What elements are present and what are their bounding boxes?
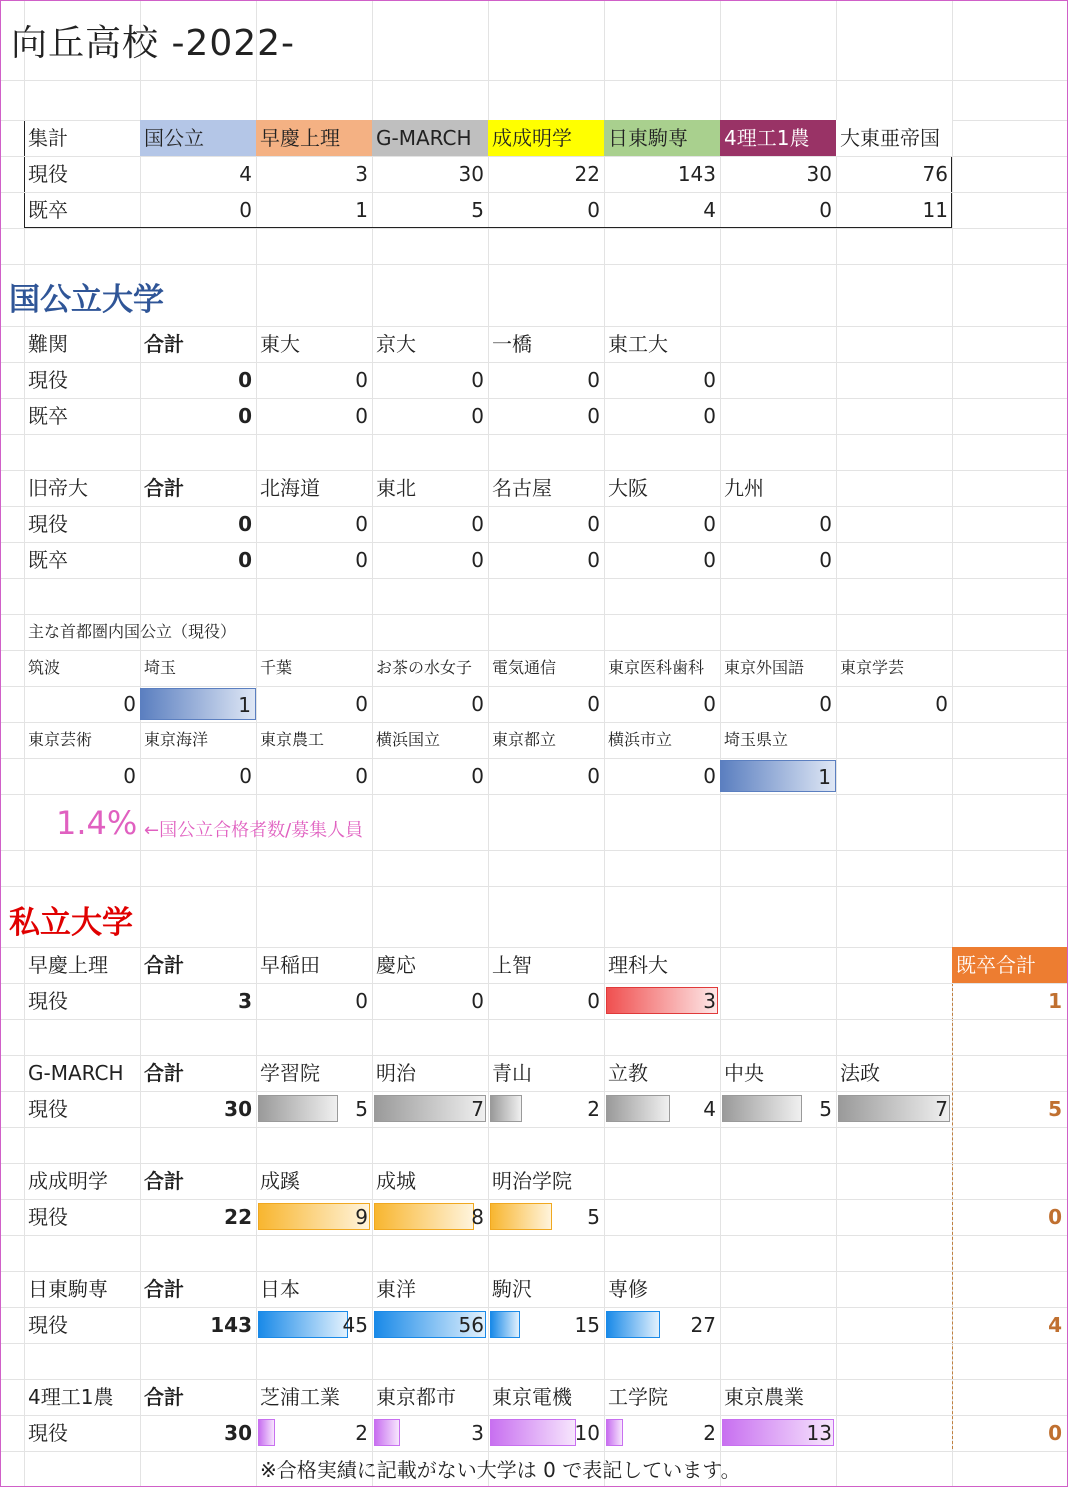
grid-line <box>1 1451 1067 1452</box>
school-name: 工学院 <box>608 1385 668 1409</box>
school-value: 0 <box>703 512 716 536</box>
school-value: 0 <box>471 548 484 572</box>
school-value: 9 <box>355 1205 368 1229</box>
school-value: 15 <box>574 1313 600 1337</box>
section-heading-shiritsu: 私立大学 <box>9 905 133 941</box>
summary-value: 22 <box>574 162 600 186</box>
summary-value: 11 <box>922 198 948 222</box>
summary-row-label: 現役 <box>28 162 68 186</box>
total-value: 143 <box>210 1313 252 1337</box>
school-name: 日本 <box>260 1277 300 1301</box>
school-name: 東京都市 <box>376 1385 456 1409</box>
grid-line <box>1 578 1067 579</box>
grid-line <box>1 794 1067 795</box>
school-name: 名古屋 <box>492 476 552 500</box>
summary-value: 4 <box>703 198 716 222</box>
school-name: 東北 <box>376 476 416 500</box>
row-label: 既卒 <box>28 404 68 428</box>
ratio-value: 1.4% <box>56 804 138 842</box>
total-value: 0 <box>238 548 252 572</box>
school-value: 0 <box>703 548 716 572</box>
school-name: 慶応 <box>376 953 416 977</box>
total-value: 30 <box>224 1097 252 1121</box>
school-name: 北海道 <box>260 476 320 500</box>
row-label: 現役 <box>28 1097 68 1121</box>
summary-category-header: 早慶上理 <box>256 120 372 156</box>
summary-category-header: 4理工1農 <box>720 120 836 156</box>
total-label: 合計 <box>144 476 184 500</box>
school-value: 0 <box>355 368 368 392</box>
school-name: 横浜市立 <box>608 730 673 749</box>
school-name: 東京農業 <box>724 1385 804 1409</box>
school-value: 3 <box>471 1421 484 1445</box>
grid-line <box>1 1235 1067 1236</box>
school-name: 東洋 <box>376 1277 416 1301</box>
school-value: 1 <box>720 760 836 792</box>
summary-value: 30 <box>458 162 484 186</box>
summary-category-header: 日東駒専 <box>604 120 720 156</box>
grid-line <box>1 886 1067 887</box>
school-value: 13 <box>806 1421 832 1445</box>
school-value: 0 <box>587 692 600 716</box>
row-label: 現役 <box>28 1313 68 1337</box>
row-label: 現役 <box>28 1205 68 1229</box>
school-value: 0 <box>355 692 368 716</box>
page-title: 向丘高校 -2022- <box>11 23 296 64</box>
total-value: 0 <box>238 404 252 428</box>
school-name: 芝浦工業 <box>260 1385 340 1409</box>
kisotsu-value: 0 <box>1048 1205 1062 1229</box>
school-value: 2 <box>587 1097 600 1121</box>
school-name: 東京外国語 <box>724 658 805 677</box>
school-value: 0 <box>587 548 600 572</box>
school-name: 法政 <box>840 1061 880 1085</box>
school-name: 中央 <box>724 1061 764 1085</box>
school-value: 0 <box>355 989 368 1013</box>
shutoken-caption: 主な首都圏内国公立（現役） <box>28 622 237 641</box>
school-name: 東京芸術 <box>28 730 93 749</box>
school-name: 一橋 <box>492 332 532 356</box>
school-value: 0 <box>703 764 716 788</box>
school-name: 電気通信 <box>492 658 557 677</box>
school-name: 九州 <box>724 476 764 500</box>
school-name: 筑波 <box>28 658 61 677</box>
school-value: 0 <box>703 692 716 716</box>
summary-category-header: 国公立 <box>140 120 256 156</box>
school-value: 8 <box>471 1205 484 1229</box>
summary-value: 5 <box>471 198 484 222</box>
summary-value: 143 <box>677 162 716 186</box>
summary-value: 1 <box>355 198 368 222</box>
summary-value: 4 <box>239 162 252 186</box>
school-name: 横浜国立 <box>376 730 441 749</box>
school-value: 2 <box>355 1421 368 1445</box>
total-label: 合計 <box>144 1169 184 1193</box>
school-name: 東京都立 <box>492 730 557 749</box>
school-name: 立教 <box>608 1061 648 1085</box>
school-name: 成城 <box>376 1169 416 1193</box>
school-value: 2 <box>703 1421 716 1445</box>
school-value: 0 <box>587 512 600 536</box>
school-name: 明治学院 <box>492 1169 572 1193</box>
school-name: 理科大 <box>608 953 668 977</box>
grid-line <box>1 434 1067 435</box>
grid-line <box>1 1019 1067 1020</box>
summary-category-header: G-MARCH <box>372 120 488 156</box>
grid-line <box>1 1127 1067 1128</box>
group-label: G-MARCH <box>28 1061 124 1085</box>
school-value: 10 <box>574 1421 600 1445</box>
footnote: ※合格実績に記載がない大学は 0 で表記しています。 <box>260 1458 741 1482</box>
school-value: 5 <box>819 1097 832 1121</box>
kisotsu-value: 4 <box>1048 1313 1062 1337</box>
school-value: 0 <box>123 764 136 788</box>
kisotsu-value: 1 <box>1048 989 1062 1013</box>
total-label: 合計 <box>144 1277 184 1301</box>
summary-value: 0 <box>239 198 252 222</box>
school-value: 0 <box>703 404 716 428</box>
school-value: 0 <box>355 404 368 428</box>
row-label: 既卒 <box>28 548 68 572</box>
school-name: 大阪 <box>608 476 648 500</box>
grid-line <box>1 80 1067 81</box>
school-value: 0 <box>587 989 600 1013</box>
school-value: 7 <box>471 1097 484 1121</box>
school-name: 明治 <box>376 1061 416 1085</box>
school-name: 学習院 <box>260 1061 320 1085</box>
school-name: 東京海洋 <box>144 730 209 749</box>
row-label: 現役 <box>28 989 68 1013</box>
school-name: 東京学芸 <box>840 658 905 677</box>
school-value: 0 <box>471 764 484 788</box>
school-value: 0 <box>239 764 252 788</box>
school-name: 東京農工 <box>260 730 325 749</box>
school-value: 5 <box>355 1097 368 1121</box>
group-label: 4理工1農 <box>28 1385 114 1409</box>
school-name: 上智 <box>492 953 532 977</box>
school-value: 0 <box>471 368 484 392</box>
school-value: 0 <box>819 512 832 536</box>
summary-value: 3 <box>355 162 368 186</box>
total-label: 合計 <box>144 332 184 356</box>
school-value: 7 <box>935 1097 948 1121</box>
section-heading-kokkoritsu: 国公立大学 <box>9 282 164 318</box>
school-value: 0 <box>123 692 136 716</box>
group-label: 成成明学 <box>28 1169 108 1193</box>
school-value: 4 <box>703 1097 716 1121</box>
school-name: 京大 <box>376 332 416 356</box>
grid-line <box>1 228 1067 229</box>
total-value: 0 <box>238 512 252 536</box>
school-value: 0 <box>819 548 832 572</box>
summary-category-header: 成成明学 <box>488 120 604 156</box>
total-value: 30 <box>224 1421 252 1445</box>
total-label: 合計 <box>144 1385 184 1409</box>
kyuteidai-label: 旧帝大 <box>28 476 88 500</box>
school-value: 0 <box>355 548 368 572</box>
summary-value: 0 <box>819 198 832 222</box>
summary-category-header: 大東亜帝国 <box>836 120 952 156</box>
school-value: 0 <box>587 368 600 392</box>
school-value: 5 <box>587 1205 600 1229</box>
school-name: 青山 <box>492 1061 532 1085</box>
school-value: 0 <box>703 368 716 392</box>
school-name: お茶の水女子 <box>376 658 473 677</box>
school-value: 0 <box>471 404 484 428</box>
school-value: 56 <box>458 1313 484 1337</box>
row-label: 現役 <box>28 1421 68 1445</box>
school-name: 成蹊 <box>260 1169 300 1193</box>
nankan-label: 難関 <box>28 332 68 356</box>
total-value: 3 <box>238 989 252 1013</box>
group-label: 早慶上理 <box>28 953 108 977</box>
school-value: 0 <box>355 512 368 536</box>
school-value: 0 <box>587 404 600 428</box>
summary-value: 76 <box>922 162 948 186</box>
school-value: 3 <box>703 989 716 1013</box>
kisotsu-header: 既卒合計 <box>952 947 1068 983</box>
total-value: 0 <box>238 368 252 392</box>
summary-row-label: 既卒 <box>28 198 68 222</box>
school-name: 千葉 <box>260 658 293 677</box>
total-label: 合計 <box>144 953 184 977</box>
school-name: 専修 <box>608 1277 648 1301</box>
row-label: 現役 <box>28 512 68 536</box>
school-value: 1 <box>140 688 256 720</box>
school-name: 東大 <box>260 332 300 356</box>
school-name: 埼玉県立 <box>724 730 789 749</box>
school-name: 埼玉 <box>144 658 177 677</box>
school-value: 0 <box>587 764 600 788</box>
school-value: 0 <box>471 692 484 716</box>
kisotsu-value: 0 <box>1048 1421 1062 1445</box>
school-name: 東京医科歯科 <box>608 658 705 677</box>
school-name: 駒沢 <box>492 1277 532 1301</box>
school-value: 0 <box>355 764 368 788</box>
school-value: 45 <box>342 1313 368 1337</box>
school-value: 0 <box>819 692 832 716</box>
school-value: 0 <box>471 989 484 1013</box>
total-value: 22 <box>224 1205 252 1229</box>
school-value: 0 <box>471 512 484 536</box>
summary-value: 30 <box>806 162 832 186</box>
total-label: 合計 <box>144 1061 184 1085</box>
kisotsu-value: 5 <box>1048 1097 1062 1121</box>
summary-value: 0 <box>587 198 600 222</box>
school-name: 東京電機 <box>492 1385 572 1409</box>
school-name: 東工大 <box>608 332 668 356</box>
grid-line <box>1 264 1067 265</box>
row-label: 現役 <box>28 368 68 392</box>
school-value: 0 <box>935 692 948 716</box>
grid-line <box>1 850 1067 851</box>
ratio-note: ←国公立合格者数/募集人員 <box>144 820 364 841</box>
group-label: 日東駒専 <box>28 1277 108 1301</box>
school-value: 27 <box>690 1313 716 1337</box>
school-name: 早稲田 <box>260 953 320 977</box>
grid-line <box>1 1343 1067 1344</box>
summary-header-label: 集計 <box>28 126 68 150</box>
